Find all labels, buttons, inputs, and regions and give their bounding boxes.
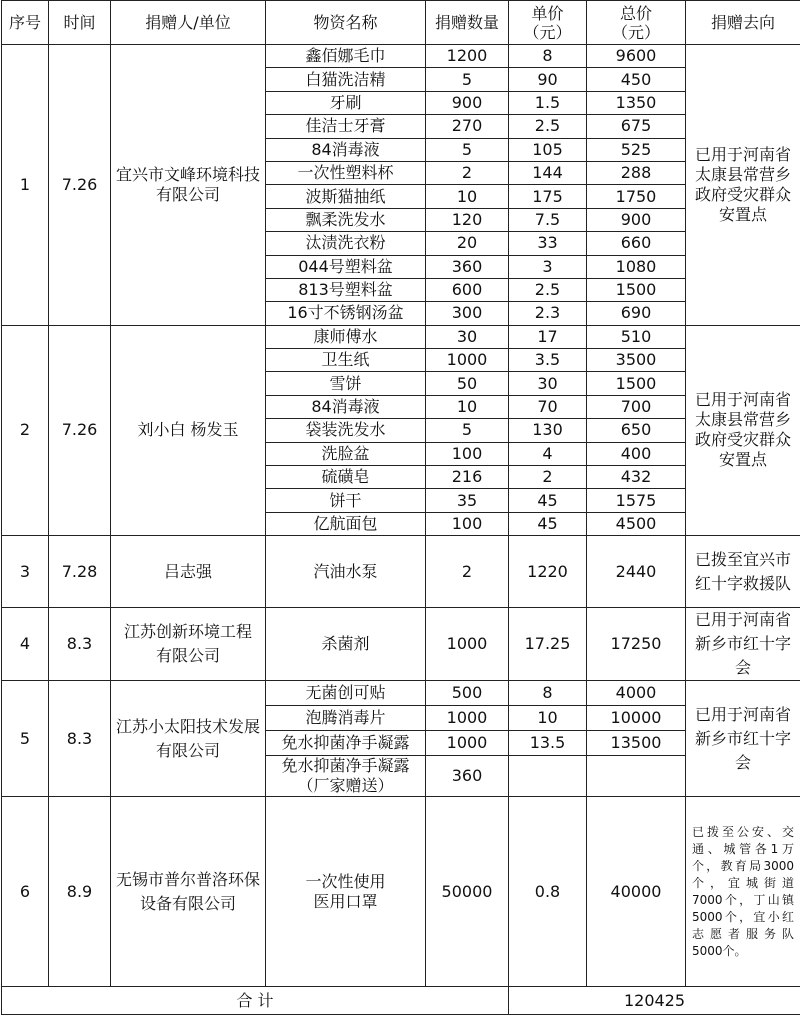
item-name: 泡腾消毒片 [266,706,426,731]
item-quantity: 1000 [426,608,509,681]
donation-date: 8.9 [49,797,111,987]
item-name: 一次性塑料杯 [266,161,426,184]
item-total-price: 1500 [587,372,686,395]
item-quantity: 20 [426,232,509,255]
item-unit-price: 90 [509,68,587,91]
item-total-price: 400 [587,442,686,465]
item-name: 康师傅水 [266,325,426,348]
row-number: 1 [2,45,49,326]
header-no: 序号 [2,1,49,45]
item-name: 84消毒液 [266,395,426,418]
item-name: 牙刷 [266,91,426,114]
donor-name: 江苏小太阳技术发展有限公司 [111,681,266,797]
item-total-price: 650 [587,419,686,442]
total-row [2,987,800,1015]
donation-destination: 已拨至宜兴市红十字救援队 [686,536,800,608]
item-unit-price: 33 [509,232,587,255]
item-total-price: 1350 [587,91,686,114]
header-dest: 捐赠去向 [686,1,800,45]
item-quantity: 300 [426,302,509,325]
item-total-price: 13500 [587,731,686,756]
item-total-price: 1750 [587,185,686,208]
table-row [2,45,800,68]
table-row [2,681,800,706]
item-unit-price: 8 [509,45,587,68]
table-row [2,536,800,608]
item-total-price: 3500 [587,349,686,372]
item-total-price: 2440 [587,536,686,608]
item-unit-price: 17.25 [509,608,587,681]
table-row [2,608,800,681]
item-quantity: 1000 [426,706,509,731]
item-name: 硫磺皂 [266,466,426,489]
item-total-price: 17250 [587,608,686,681]
item-name: 飘柔洗发水 [266,208,426,231]
donor-name: 江苏创新环境工程 有限公司 [111,608,266,681]
item-unit-price: 130 [509,419,587,442]
item-unit-price: 3 [509,255,587,278]
item-unit-price: 1.5 [509,91,587,114]
item-quantity: 50000 [426,797,509,987]
table-row [2,325,800,348]
item-name: 044号塑料盆 [266,255,426,278]
item-quantity: 1000 [426,731,509,756]
item-unit-price: 2 [509,466,587,489]
header-item: 物资名称 [266,1,426,45]
item-total-price: 4500 [587,512,686,535]
item-name: 无菌创可贴 [266,681,426,706]
item-name: 白猫洗洁精 [266,68,426,91]
item-quantity: 5 [426,419,509,442]
table-row [2,797,800,987]
item-name: 杀菌剂 [266,608,426,681]
donor-name: 吕志强 [111,536,266,608]
item-quantity: 10 [426,395,509,418]
item-total-price: 700 [587,395,686,418]
grand-total: 120425 [509,987,800,1015]
item-quantity: 5 [426,138,509,161]
item-name: 佳洁士牙膏 [266,115,426,138]
item-unit-price: 45 [509,489,587,512]
item-name: 免水抑菌净手凝露 （厂家赠送） [266,756,426,797]
header-total: 总价 （元） [587,1,686,45]
item-total-price: 510 [587,325,686,348]
row-number: 4 [2,608,49,681]
item-total-price: 4000 [587,681,686,706]
row-number: 2 [2,325,49,536]
item-name: 袋装洗发水 [266,419,426,442]
item-total-price: 1080 [587,255,686,278]
item-total-price: 660 [587,232,686,255]
item-unit-price: 30 [509,372,587,395]
item-unit-price: 2.5 [509,278,587,301]
item-quantity: 120 [426,208,509,231]
item-quantity: 100 [426,442,509,465]
item-name: 亿航面包 [266,512,426,535]
item-quantity: 2 [426,536,509,608]
item-quantity: 100 [426,512,509,535]
donation-date: 7.26 [49,325,111,536]
item-quantity: 50 [426,372,509,395]
item-name: 鑫佰娜毛巾 [266,45,426,68]
row-number: 6 [2,797,49,987]
item-unit-price: 4 [509,442,587,465]
item-unit-price: 105 [509,138,587,161]
item-name: 洗脸盆 [266,442,426,465]
item-name: 16寸不锈钢汤盆 [266,302,426,325]
donation-date: 7.26 [49,45,111,326]
item-total-price: 525 [587,138,686,161]
item-unit-price: 144 [509,161,587,184]
item-total-price: 9600 [587,45,686,68]
item-total-price: 40000 [587,797,686,987]
item-quantity: 1000 [426,349,509,372]
item-name: 卫生纸 [266,349,426,372]
donation-date: 8.3 [49,681,111,797]
item-unit-price: 2.3 [509,302,587,325]
item-unit-price: 7.5 [509,208,587,231]
item-unit-price: 3.5 [509,349,587,372]
item-name: 免水抑菌净手凝露 [266,731,426,756]
header-date: 时间 [49,1,111,45]
header-qty: 捐赠数量 [426,1,509,45]
item-name: 雪饼 [266,372,426,395]
donor-name: 无锡市普尔普洛环保设备有限公司 [111,797,266,987]
item-unit-price: 2.5 [509,115,587,138]
item-quantity: 270 [426,115,509,138]
donation-date: 7.28 [49,536,111,608]
item-quantity: 5 [426,68,509,91]
item-unit-price: 17 [509,325,587,348]
item-quantity: 10 [426,185,509,208]
item-quantity: 360 [426,255,509,278]
item-name: 一次性使用 医用口罩 [266,797,426,987]
item-unit-price: 13.5 [509,731,587,756]
donation-table [1,0,800,1015]
item-unit-price: 1220 [509,536,587,608]
donation-destination: 已用于河南省新乡市红十字会 [686,681,800,797]
item-name: 84消毒液 [266,138,426,161]
item-unit-price: 70 [509,395,587,418]
item-total-price: 1500 [587,278,686,301]
item-quantity: 500 [426,681,509,706]
item-total-price: 10000 [587,706,686,731]
item-quantity: 2 [426,161,509,184]
item-total-price: 675 [587,115,686,138]
donation-destination: 已用于河南省太康县常营乡政府受灾群众安置点 [686,45,800,326]
item-quantity: 360 [426,756,509,797]
donation-destination: 已用于河南省太康县常营乡政府受灾群众安置点 [686,325,800,536]
item-total-price: 288 [587,161,686,184]
item-unit-price [509,756,587,797]
item-unit-price: 10 [509,706,587,731]
item-total-price: 900 [587,208,686,231]
item-quantity: 1200 [426,45,509,68]
header-price: 单价 （元） [509,1,587,45]
item-total-price: 450 [587,68,686,91]
item-unit-price: 175 [509,185,587,208]
row-number: 3 [2,536,49,608]
item-name: 饼干 [266,489,426,512]
item-name: 波斯猫抽纸 [266,185,426,208]
donation-destination: 已拨至公安、交通、城管各1万个，教育局3000个，宜城街道7000个，丁山镇5000个，宜小红志愿者服务队5000个。 [686,797,800,987]
item-quantity: 900 [426,91,509,114]
item-total-price: 690 [587,302,686,325]
header-donor: 捐赠人/单位 [111,1,266,45]
donation-destination: 已用于河南省新乡市红十字会 [686,608,800,681]
item-unit-price: 0.8 [509,797,587,987]
donor-name: 刘小白 杨发玉 [111,325,266,536]
total-label: 合 计 [2,987,509,1015]
item-name: 汰渍洗衣粉 [266,232,426,255]
item-name: 汽油水泵 [266,536,426,608]
item-total-price [587,756,686,797]
item-quantity: 35 [426,489,509,512]
header-row [2,1,800,45]
donor-name: 宜兴市文峰环境科技 有限公司 [111,45,266,326]
item-unit-price: 8 [509,681,587,706]
item-quantity: 216 [426,466,509,489]
donation-date: 8.3 [49,608,111,681]
item-name: 813号塑料盆 [266,278,426,301]
item-total-price: 1575 [587,489,686,512]
item-quantity: 600 [426,278,509,301]
row-number: 5 [2,681,49,797]
item-total-price: 432 [587,466,686,489]
item-unit-price: 45 [509,512,587,535]
item-quantity: 30 [426,325,509,348]
